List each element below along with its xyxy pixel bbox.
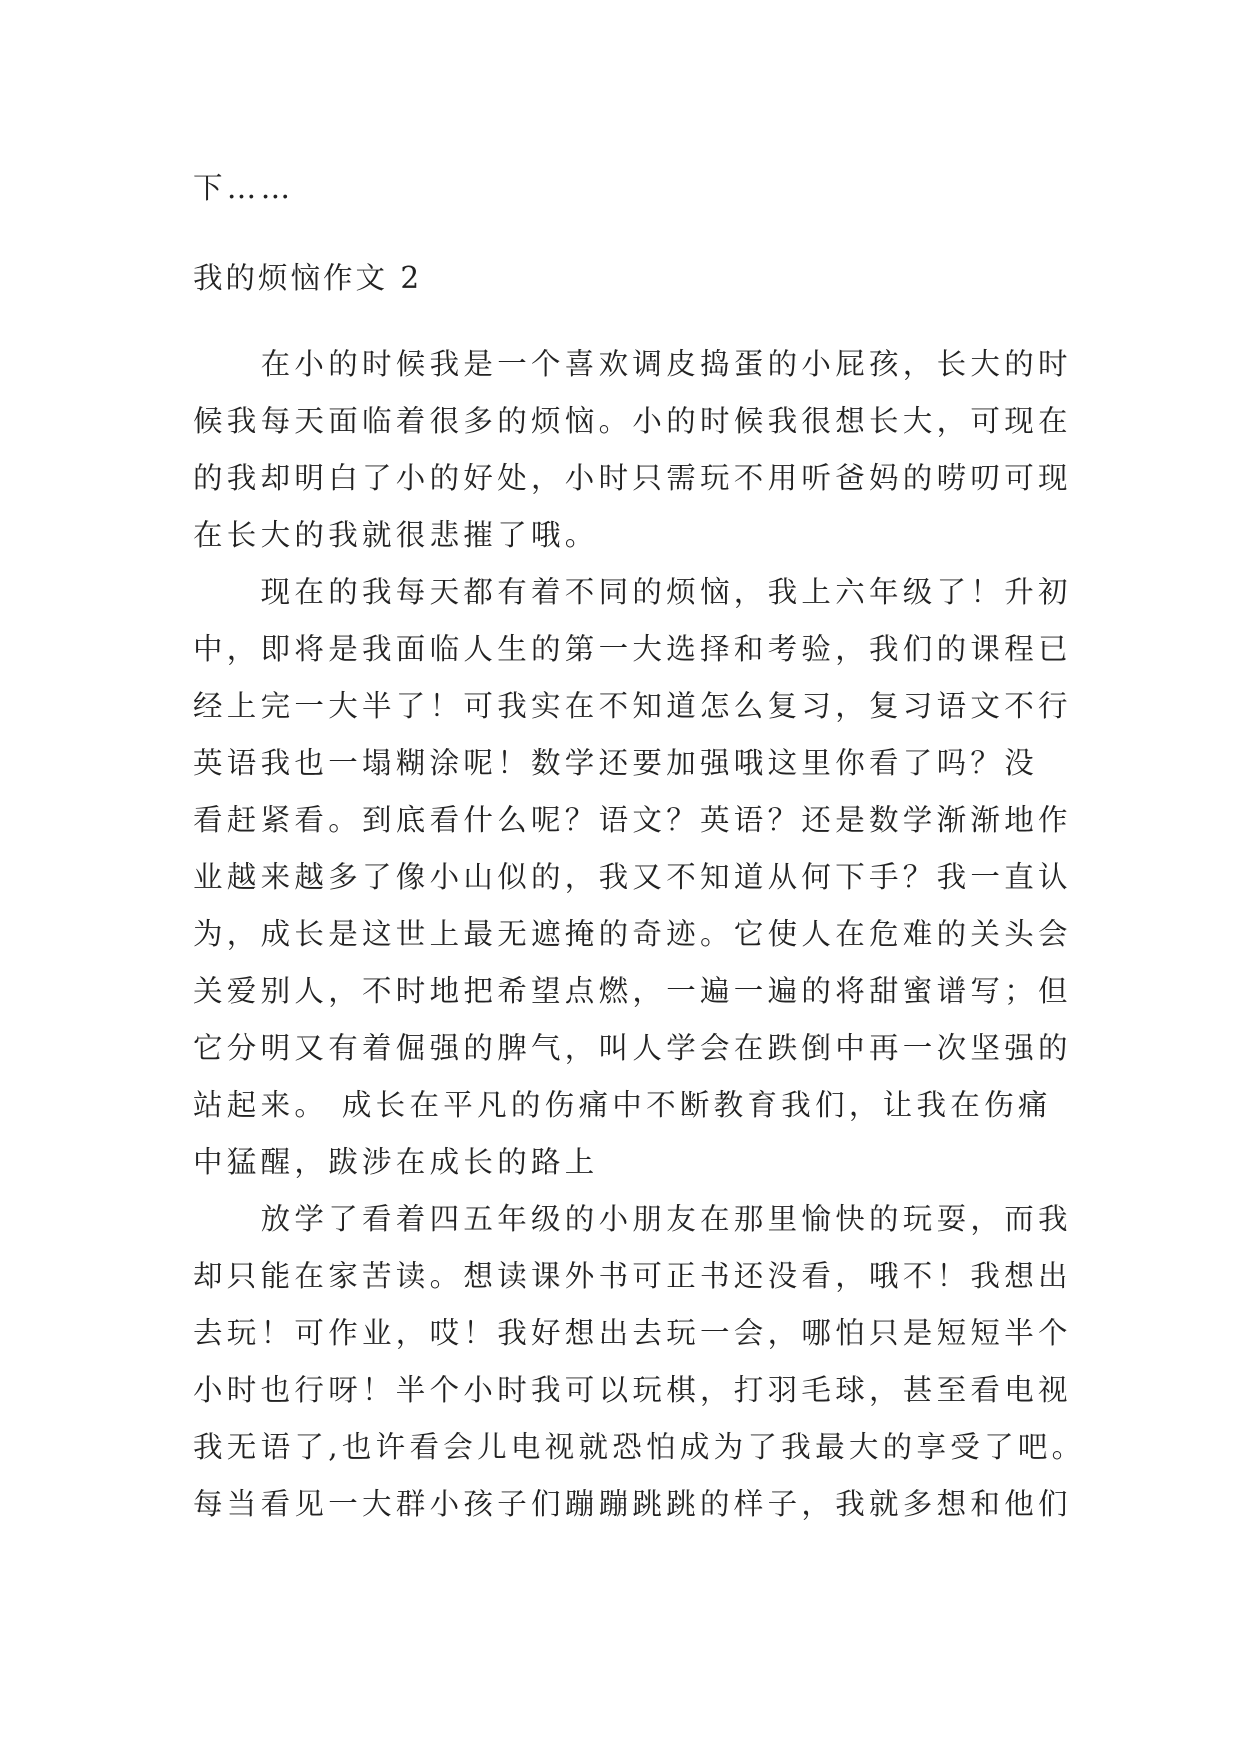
- text-line: 站起来。 成长在平凡的伤痛中不断教育我们，让我在伤痛: [193, 1088, 1052, 1122]
- text-line: 中猛醒，跋涉在成长的路上: [193, 1145, 599, 1179]
- text-line: 英语我也一塌糊涂呢！数学还要加强哦这里你看了吗？没: [193, 746, 1039, 780]
- text-line: 却只能在家苦读。想读课外书可正书还没看，哦不！我想出: [193, 1259, 1072, 1293]
- paragraph-1: [193, 336, 1072, 564]
- text-line: 候我每天面临着很多的烦恼。小的时候我很想长大，可现在: [193, 404, 1072, 438]
- text-line: 我无语了,也许看会儿电视就恐怕成为了我最大的享受了吧。: [193, 1430, 1086, 1464]
- essay-title: [193, 250, 1053, 307]
- text-line: 放学了看着四五年级的小朋友在那里愉快的玩耍，而我: [193, 1202, 1072, 1236]
- text-line: 关爱别人，不时地把希望点燃，一遍一遍的将甜蜜谱写；但: [193, 974, 1072, 1008]
- text-line: 在小的时候我是一个喜欢调皮捣蛋的小屁孩，长大的时: [193, 347, 1072, 381]
- text-line: 为，成长是这世上最无遮掩的奇迹。它使人在危难的关头会: [193, 917, 1072, 951]
- text-line: 下……: [193, 171, 295, 205]
- text-line: 中，即将是我面临人生的第一大选择和考验，我们的课程已: [193, 632, 1072, 666]
- paragraph-3: [193, 1191, 1086, 1533]
- text-line: 每当看见一大群小孩子们蹦蹦跳跳的样子，我就多想和他们: [193, 1487, 1072, 1521]
- text-line: 它分明又有着倔强的脾气，叫人学会在跌倒中再一次坚强的: [193, 1031, 1072, 1065]
- text-line: 业越来越多了像小山似的，我又不知道从何下手？我一直认: [193, 860, 1072, 894]
- text-line: 看赶紧看。到底看什么呢？语文？英语？还是数学渐渐地作: [193, 803, 1072, 837]
- text-line: 的我却明白了小的好处，小时只需玩不用听爸妈的唠叨可现: [193, 461, 1072, 495]
- essay-title-text: 我的烦恼作文 2: [193, 261, 423, 295]
- text-line: 在长大的我就很悲摧了哦。: [193, 518, 599, 552]
- text-line: 去玩！可作业，哎！我好想出去玩一会，哪怕只是短短半个: [193, 1316, 1072, 1350]
- text-line: 小时也行呀！半个小时我可以玩棋，打羽毛球，甚至看电视: [193, 1373, 1072, 1407]
- text-line: 现在的我每天都有着不同的烦恼，我上六年级了！升初: [193, 575, 1072, 609]
- paragraph-2: [193, 564, 1072, 1191]
- continued-text-line: [193, 160, 1053, 217]
- text-line: 经上完一大半了！可我实在不知道怎么复习，复习语文不行: [193, 689, 1072, 723]
